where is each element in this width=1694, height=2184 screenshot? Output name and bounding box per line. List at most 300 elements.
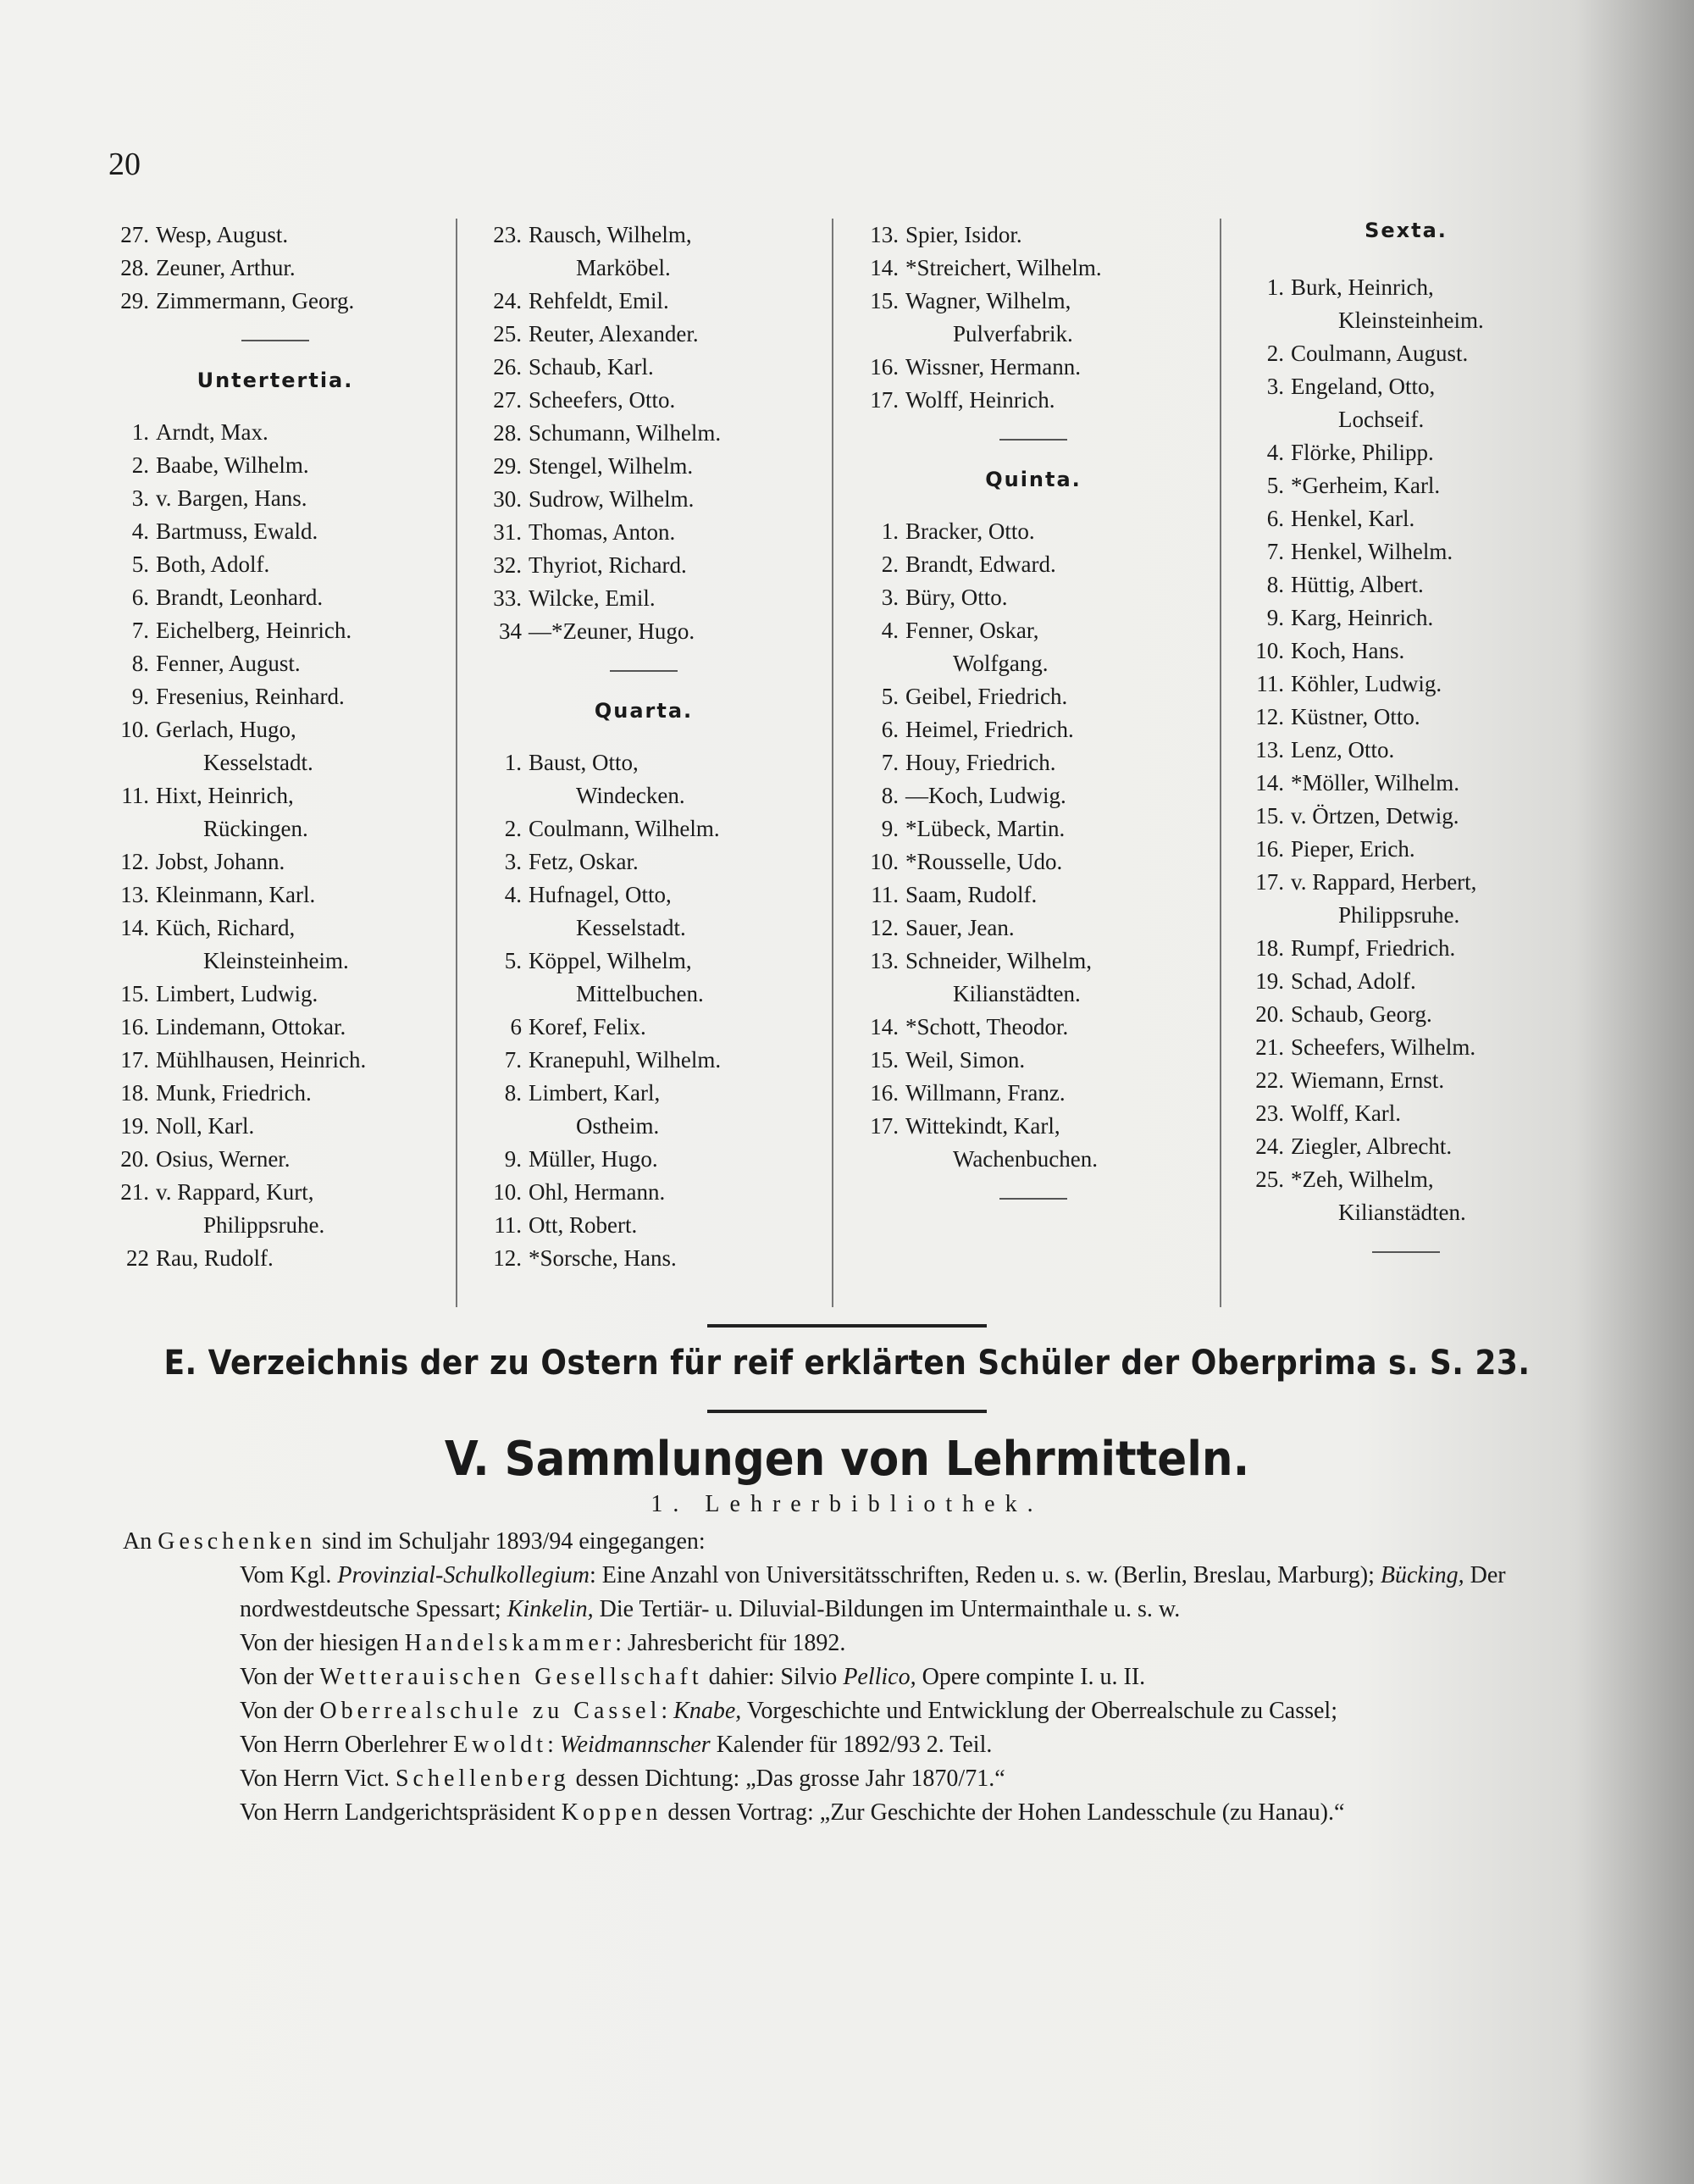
separator-rule [707,1410,987,1413]
list-item [1237,965,1575,998]
entry-number: 9. [504,1146,522,1172]
list-item [102,219,449,252]
entry-number: 17. [1255,869,1284,895]
list-item [1237,1097,1575,1130]
student-name: Fenner, Oskar, [905,618,1039,643]
entry-number: 4. [881,618,899,643]
student-residence: Wachenbuchen. [953,1146,1098,1172]
student-residence: Philippsruhe. [1338,902,1460,928]
list-item [851,252,1215,285]
list-item [102,1044,449,1077]
entry-number: 7. [131,618,149,643]
list-item [102,680,449,713]
entry-number: 16. [120,1014,149,1039]
student-name: Lenz, Otto. [1291,737,1395,762]
student-name: v. Bargen, Hans. [156,485,307,511]
entry-number: 5. [881,684,899,709]
separator-line [610,670,678,672]
student-name: Köhler, Ludwig. [1291,671,1442,696]
entry-number: 27. [120,222,149,247]
list-item [102,779,449,812]
list-item [1237,535,1575,568]
untertertia-list [102,416,449,1275]
student-residence: Kleinsteinheim. [1338,308,1484,333]
gift-entry [123,1660,1575,1694]
student-name: Thomas, Anton. [529,519,676,545]
entry-number: 8. [1266,572,1284,597]
student-name: Rau, Rudolf. [156,1245,274,1271]
entry-number: 18. [120,1080,149,1106]
student-name: v. Rappard, Herbert, [1291,869,1477,895]
list-item [1237,833,1575,866]
entry-number: 21. [120,1179,149,1205]
student-residence: Lochseif. [1338,407,1425,432]
column-divider [1220,219,1221,1307]
entry-number: 7. [504,1047,522,1073]
student-name: Gerlach, Hugo, [156,717,296,742]
entry-number: 2. [504,816,522,841]
text: dahier: Silvio [702,1664,844,1690]
student-name: Limbert, Karl, [529,1080,661,1106]
entry-number: 26. [493,354,522,380]
student-residence: Philippsruhe. [203,1212,325,1238]
list-item [851,879,1215,912]
list-item [851,351,1215,384]
student-name: Kranepuhl, Wilhelm. [529,1047,722,1073]
student-name: Heimel, Friedrich. [905,717,1074,742]
student-columns [0,219,1694,1320]
student-name: Lindemann, Ottokar. [156,1014,346,1039]
list-item [851,746,1215,779]
student-name: Bartmuss, Ewald. [156,518,318,544]
list-item [1237,932,1575,965]
entry-number: 14. [870,1014,899,1039]
student-name: Weil, Simon. [905,1047,1026,1073]
list-item [1237,998,1575,1031]
spaced-text: Oberrealschule zu Cassel [319,1698,662,1724]
list-item [474,582,813,615]
entry-number: 9. [131,684,149,709]
section-heading-quarta: Quarta. [594,699,694,723]
entry-number: 24. [493,288,522,313]
student-name: *Lübeck, Martin. [905,816,1066,841]
list-item [1237,635,1575,668]
text: Von der [240,1664,320,1690]
page-number: 20 [108,147,141,182]
entry-number: 9. [1266,605,1284,630]
list-item [474,879,813,912]
list-item [1237,767,1575,800]
student-name: Rehfeldt, Emil. [529,288,669,313]
student-name: Coulmann, August. [1291,341,1469,366]
list-item [1237,668,1575,701]
entry-number: 13. [870,222,899,247]
list-item [102,548,449,581]
column-4 [1237,219,1575,1280]
gift-entry [123,1728,1575,1762]
list-item [851,845,1215,879]
entry-number: 4. [131,518,149,544]
list-item [851,219,1215,252]
list-item [474,417,813,450]
entry-number: 17. [870,1113,899,1139]
entry-number: 3. [131,485,149,511]
student-name: Kleinmann, Karl. [156,882,316,907]
entry-number: 6. [1266,506,1284,531]
entry-number: 17. [870,387,899,413]
student-name: Reuter, Alexander. [529,321,699,346]
student-name: Köppel, Wilhelm, [529,948,692,973]
student-name: Koch, Hans. [1291,638,1405,663]
text: Vorgeschichte und Entwicklung der Oberrealschule zu Cassel; [741,1698,1337,1724]
italic-text: Bücking, [1380,1562,1464,1588]
entry-number: 11. [871,882,899,907]
list-item [1237,1031,1575,1064]
student-name: *Rousselle, Udo. [905,849,1063,874]
entry-number: 16. [1255,836,1284,862]
entry-number: 1. [881,518,899,544]
list-item [474,450,813,483]
student-residence: Pulverfabrik. [953,321,1073,346]
section-v-title: V. Sammlungen von Lehrmitteln. [444,1432,1250,1487]
entry-number: 8. [131,651,149,676]
text: Von Herrn Vict. [240,1765,396,1792]
list-item [1237,1064,1575,1097]
spaced-text: Koppen [561,1799,662,1826]
student-name: Ott, Robert. [529,1212,638,1238]
list-item [1237,1163,1575,1196]
list-item [474,516,813,549]
student-name: Stengel, Wilhelm. [529,453,694,479]
entry-number: 1. [131,419,149,445]
entry-number: 4. [504,882,522,907]
student-name: Müller, Hugo. [529,1146,658,1172]
text: Kalender für 1892/93 2. Teil. [710,1732,993,1758]
entry-number: 16. [870,1080,899,1106]
student-name: v. Rappard, Kurt, [156,1179,314,1205]
entry-number: 2. [1266,341,1284,366]
entry-number: 14. [120,915,149,940]
text: Vom Kgl. [240,1562,338,1588]
student-name: Ohl, Hermann. [529,1179,666,1205]
student-name: Wissner, Hermann. [905,354,1082,380]
entry-number: 5. [131,552,149,577]
student-name: Spier, Isidor. [905,222,1022,247]
student-name: Rausch, Wilhelm, [529,222,692,247]
list-item [1237,469,1575,502]
text: : [547,1732,560,1758]
student-residence: Rückingen. [203,816,308,841]
entry-number: 12. [1255,704,1284,729]
list-item [474,1011,813,1044]
entry-number: 19. [1255,968,1284,994]
untertertia-continued-list [474,219,813,648]
text: : Jahresbericht für 1892. [615,1630,846,1656]
entry-number: 28. [493,420,522,446]
student-name: Fetz, Oskar. [529,849,639,874]
entry-number: 11. [494,1212,522,1238]
list-item [1237,701,1575,734]
entry-number: 10. [870,849,899,874]
student-name: Büry, Otto. [905,585,1008,610]
list-item [102,252,449,285]
list-item [474,285,813,318]
student-name: Schaub, Karl. [529,354,654,380]
subsection-title: 1. Lehrerbibliothek. [650,1491,1044,1517]
gift-entry [123,1762,1575,1796]
entry-number: 8. [504,1080,522,1106]
list-item [474,845,813,879]
text: Von der [240,1698,320,1724]
student-name: Brandt, Edward. [905,552,1056,577]
entry-number: 6. [881,717,899,742]
list-item [102,482,449,515]
list-item [102,1143,449,1176]
list-item [474,1176,813,1209]
list-item [102,978,449,1011]
student-residence: Kesselstadt. [576,915,686,940]
entry-number: 32. [493,552,522,578]
entry-number: 23. [493,222,522,247]
entry-number: 19. [120,1113,149,1139]
entry-number: 28. [120,255,149,280]
list-item [102,845,449,879]
obertertia-continued-list [102,219,449,318]
entry-number: 21. [1255,1034,1284,1060]
entry-number: 13. [1255,737,1284,762]
student-name: Scheefers, Otto. [529,387,676,413]
list-item [851,614,1215,647]
column-divider [832,219,833,1307]
list-item [851,912,1215,945]
student-name: Baust, Otto, [529,750,639,775]
student-name: Both, Adolf. [156,552,270,577]
list-item [474,1143,813,1176]
entry-number: 17. [120,1047,149,1073]
entry-number: 30. [493,486,522,512]
list-item [474,1077,813,1110]
text: : [661,1698,674,1724]
student-name: Munk, Friedrich. [156,1080,312,1106]
entry-number: 15. [870,288,899,313]
student-name: *Sorsche, Hans. [529,1245,677,1271]
student-name: Hüttig, Albert. [1291,572,1424,597]
student-name: Pieper, Erich. [1291,836,1415,862]
list-item [1237,866,1575,899]
student-name: *Möller, Wilhelm. [1291,770,1460,795]
list-item [1237,734,1575,767]
gifts-list [123,1525,1575,1830]
section-heading-untertertia: Untertertia. [197,369,354,392]
list-item [1237,502,1575,535]
student-name: Küstner, Otto. [1291,704,1420,729]
italic-text: Pellico, [843,1664,916,1690]
student-residence: Kesselstadt. [203,750,313,775]
student-name: Osius, Werner. [156,1146,291,1172]
student-name: v. Örtzen, Detwig. [1291,803,1459,829]
student-name: Fenner, August. [156,651,301,676]
text: An [123,1528,158,1555]
student-name: Flörke, Philipp. [1291,440,1434,465]
list-item [102,416,449,449]
list-item [102,1176,449,1209]
list-item [1237,800,1575,833]
student-name: Noll, Karl. [156,1113,255,1139]
text: Der nordwestdeutsche Spessart; [240,1562,1506,1622]
entry-number: 7. [1266,539,1284,564]
entry-number: 18. [1255,935,1284,961]
entry-number: 8. [881,783,899,808]
student-name: Sauer, Jean. [905,915,1015,940]
entry-number: 10. [120,717,149,742]
list-item [102,1077,449,1110]
student-name: Schumann, Wilhelm. [529,420,722,446]
entry-number: 13. [120,882,149,907]
gift-entry [123,1796,1575,1830]
list-item [851,1011,1215,1044]
student-name: Wolff, Heinrich. [905,387,1055,413]
entry-number: 22. [1255,1067,1284,1093]
text: Die Tertiär- u. Diluvial-Bildungen im Untermainthale u. s. w. [593,1596,1181,1622]
list-item [102,647,449,680]
entry-number: 12. [120,849,149,874]
entry-number: 34 [499,618,522,644]
text: dessen Dichtung: „Das grosse Jahr 1870/71.“ [569,1765,1005,1792]
quarta-continued-list [851,219,1215,417]
student-name: Wagner, Wilhelm, [905,288,1071,313]
entry-number: 5. [1266,473,1284,498]
gifts-intro [123,1525,1575,1559]
student-name: Ziegler, Albrecht. [1291,1134,1453,1159]
list-item [1237,601,1575,635]
list-item [851,285,1215,318]
entry-number: 10. [493,1179,522,1205]
list-item [474,1044,813,1077]
entry-number: 14. [1255,770,1284,795]
student-residence: Windecken. [576,783,685,808]
entry-number: 33. [493,585,522,611]
list-item [474,384,813,417]
list-item [474,812,813,845]
student-residence: Wolfgang. [953,651,1049,676]
entry-number: 6. [131,585,149,610]
student-name: Rumpf, Friedrich. [1291,935,1456,961]
student-name: Wilcke, Emil. [529,585,656,611]
entry-number: 11. [121,783,149,808]
list-item [851,548,1215,581]
list-item [1237,568,1575,601]
text: : Eine Anzahl von Universitätsschriften, Reden u. s. w. (Berlin, Breslau, Marburg); [589,1562,1381,1588]
list-item [474,351,813,384]
section-heading-sexta: Sexta. [1365,219,1448,242]
list-item [851,713,1215,746]
entry-number: 1. [1266,274,1284,300]
text: sind im Schuljahr 1893/94 eingegangen: [316,1528,706,1555]
text: Opere compinte I. u. II. [916,1664,1146,1690]
spaced-text: Ewoldt [453,1732,548,1758]
entry-number: 15. [1255,803,1284,829]
student-name: Küch, Richard, [156,915,296,940]
student-residence: Kilianstädten. [1338,1200,1466,1225]
student-name: Houy, Friedrich. [905,750,1056,775]
student-name: Eichelberg, Heinrich. [156,618,352,643]
entry-number: 23. [1255,1100,1284,1126]
separator-line [999,1198,1067,1200]
gift-entry [123,1627,1575,1660]
list-item [102,614,449,647]
student-name: Wolff, Karl. [1291,1100,1402,1126]
list-item [851,812,1215,845]
entry-number: 16. [870,354,899,380]
entry-number: 3. [504,849,522,874]
list-item [1237,370,1575,403]
student-name: Burk, Heinrich, [1291,274,1434,300]
entry-number: 14. [870,255,899,280]
list-item [1237,1130,1575,1163]
entry-number: 27. [493,387,522,413]
list-item [1237,436,1575,469]
student-name: *Streichert, Wilhelm. [905,255,1102,280]
student-name: Arndt, Max. [156,419,268,445]
list-item [851,779,1215,812]
list-item [474,219,813,252]
entry-number: 25. [493,321,522,346]
entry-number: 6 [510,1014,522,1039]
list-item [851,680,1215,713]
sexta-list [1237,271,1575,1229]
entry-number: 12. [870,915,899,940]
list-item [474,483,813,516]
student-name: Thyriot, Richard. [529,552,687,578]
list-item [102,285,449,318]
list-item [102,1242,449,1275]
column-divider [456,219,457,1307]
entry-number: 31. [493,519,522,545]
list-item [102,1110,449,1143]
student-name: Henkel, Karl. [1291,506,1415,531]
italic-text: Kinkelin, [507,1596,594,1622]
student-name: Wesp, August. [156,222,289,247]
student-name: Scheefers, Wilhelm. [1291,1034,1476,1060]
column-1 [102,219,449,1275]
student-name: Geibel, Friedrich. [905,684,1068,709]
student-name: *Zeh, Wilhelm, [1291,1167,1434,1192]
student-residence: Kleinsteinheim. [203,948,349,973]
list-item [102,912,449,945]
student-name: Koref, Felix. [529,1014,646,1039]
student-name: Schad, Adolf. [1291,968,1416,994]
student-name: Wittekindt, Karl, [905,1113,1060,1139]
list-item [102,713,449,746]
entry-number: 10. [1255,638,1284,663]
student-name: Saam, Rudolf. [905,882,1038,907]
entry-number: 20. [120,1146,149,1172]
list-item [474,746,813,779]
student-name: Hixt, Heinrich, [156,783,294,808]
spaced-text: Geschenken [158,1528,317,1555]
italic-text: Knabe, [673,1698,742,1724]
student-name: Brandt, Leonhard. [156,585,324,610]
list-item [851,1110,1215,1143]
entry-number: 24. [1255,1134,1284,1159]
text: Von Herrn Landgerichtspräsident [240,1799,562,1826]
student-name: Zimmermann, Georg. [156,288,355,313]
separator-rule [707,1324,987,1328]
text: Von der hiesigen [240,1630,405,1656]
spaced-text: Handelskammer [404,1630,616,1656]
student-name: Engeland, Otto, [1291,374,1436,399]
entry-number: 2. [881,552,899,577]
